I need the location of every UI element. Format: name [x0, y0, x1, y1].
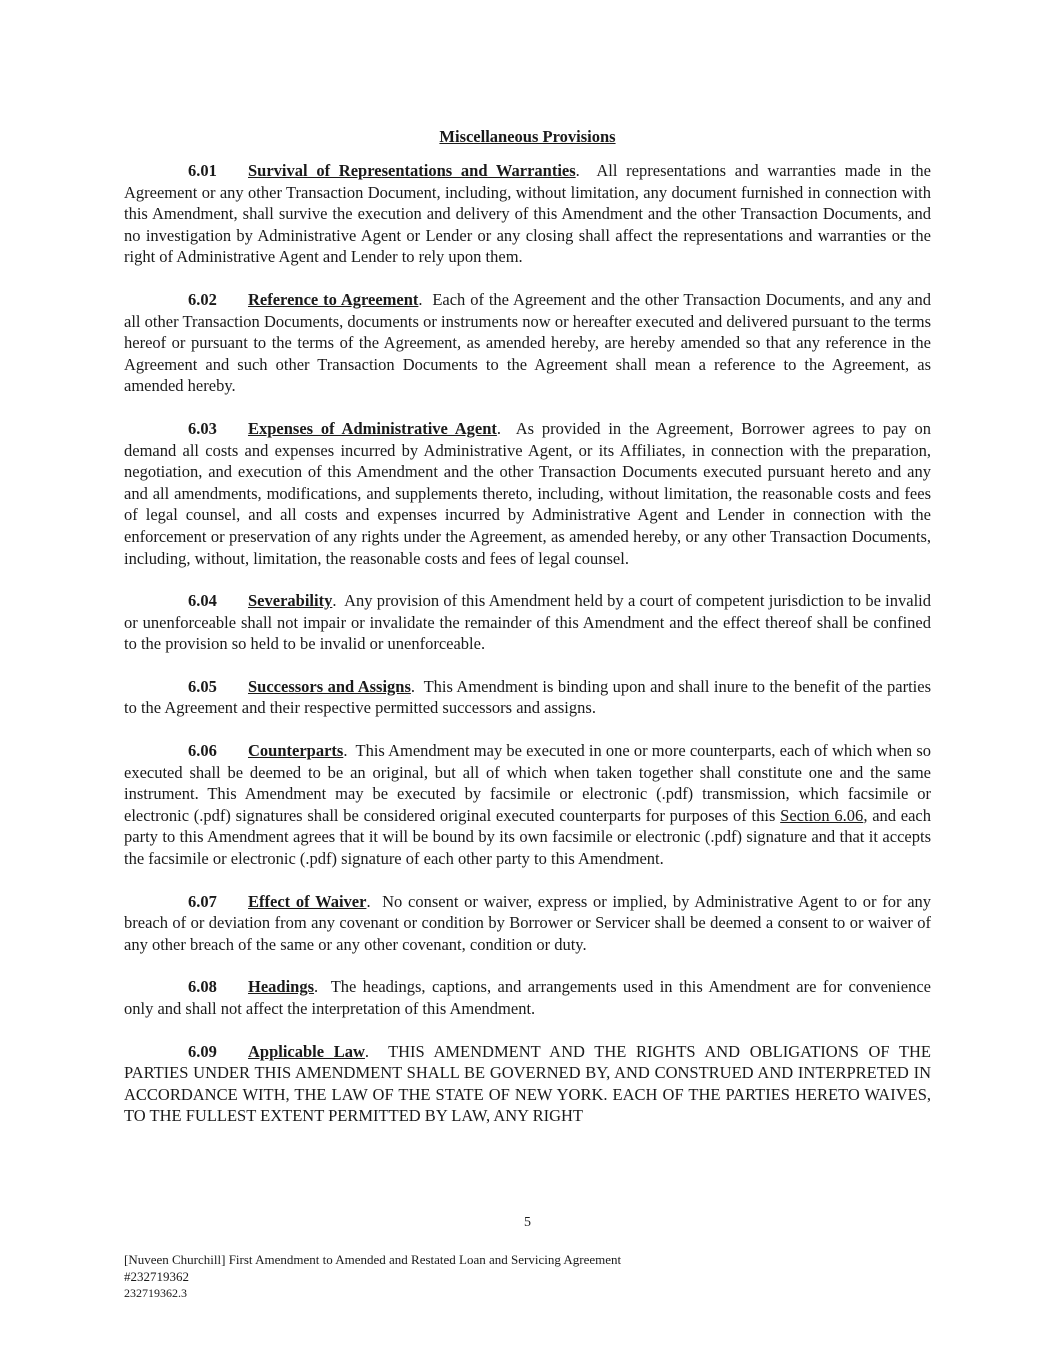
- section-text: This Amendment is binding upon and shall inure to the benefit of the parties to the Agreement and their respective permitted successors and assigns.: [124, 676, 931, 718]
- section-title: Headings: [248, 977, 315, 997]
- section-number: 6.05: [188, 676, 217, 696]
- footer-document-version: 232719362.3: [124, 1286, 187, 1300]
- section-text: This Amendment may be executed in one or more counterparts, each of which when so executed shall be deemed to be an original, but all of which when taken together shall constitute one and the same instrument. This Amendment may be executed by facsimile or electronic (.pdf) transmission, which facsimile or electronic (.pdf) signatures shall be considered original executed counterparts for purposes of this: [124, 741, 932, 825]
- section-number: 6.06: [188, 741, 217, 761]
- section-6-01: 6.01 Survival of Representations and Warranties. All representations and warranties made in the Agreement or any other Transaction Document, including, without limitation, any document furnished in connection with this Amendment, shall survive the execution and delivery of this Amendment and the other Transaction Documents, and no investigation by Administrative Agent or Lender or any closing shall affect the representations and warranties or the right of Administrative Agent and Lender to rely upon them.: [124, 161, 931, 267]
- section-number: 6.01: [188, 161, 217, 180]
- section-number: 6.02: [188, 289, 217, 309]
- section-number: 6.08: [188, 977, 217, 997]
- section-title: Counterparts: [248, 741, 344, 761]
- section-heading: Miscellaneous Provisions: [439, 127, 616, 146]
- section-6-04: 6.04 Severability. Any provision of this Amendment held by a court of competent jurisdiction to be invalid or unenforceable shall not impair or invalidate the remainder of this Amendment and the effect thereof shall be confined to the provision so held to be invalid or unenforceable.: [124, 591, 931, 654]
- page-number: 5: [524, 1215, 531, 1230]
- section-6-02: 6.02 Reference to Agreement. Each of the Agreement and the other Transaction Documents, and any and all other Transaction Documents, documents or instruments now or hereafter executed and delivered pursuant to the terms hereof or pursuant to the terms of the Agreement, as amended hereby, are hereby amended so that any reference in the Agreement and such other Transaction Documents to the Agreement shall mean a reference to the Agreement, as amended hereby.: [124, 289, 931, 396]
- section-title: Successors and Assigns: [248, 676, 411, 696]
- section-title: Effect of Waiver: [248, 891, 367, 911]
- section-title: Survival of Representations and Warranties: [248, 161, 576, 180]
- section-6-03: 6.03 Expenses of Administrative Agent. As provided in the Agreement, Borrower agrees to pay on demand all costs and expenses incurred by Administrative Agent, or its Affiliates, in connection with the preparation, negotiation, and execution of this Amendment and the other Transaction Documents executed pursuant hereto and any and all amendments, modifications, and supplements thereto, including, without limitation, the reasonable costs and fees of legal counsel, and all costs and expenses incurred by Administrative Agent and Lender in connection with the enforcement or preservation of any rights under the Agreement, as amended hereby, or any other Transaction Documents, including, without, limitation, the reasonable costs and fees of legal counsel.: [124, 418, 931, 568]
- section-text: No consent or waiver, express or implied, by Administrative Agent to or for any breach of or deviation from any covenant or condition by Borrower or Servicer shall be deemed a consent to or waiver of any other breach of the same or any other covenant, condition or duty.: [124, 891, 932, 954]
- section-title: Reference to Agreement: [248, 289, 419, 309]
- section-6-08: 6.08 Headings. The headings, captions, and arrangements used in this Amendment are for convenience only and shall not affect the interpretation of this Amendment.: [124, 977, 931, 1018]
- section-text: Any provision of this Amendment held by a court of competent jurisdiction to be invalid or unenforceable shall not impair or invalidate the remainder of this Amendment and the effect thereof shall be confined to the provision so held to be invalid or unenforceable.: [124, 591, 931, 654]
- section-6-07: 6.07 Effect of Waiver. No consent or waiver, express or implied, by Administrative Agent to or for any breach of or deviation from any covenant or condition by Borrower or Servicer shall be deemed a consent to or waiver of any other breach of the same or any other covenant, condition or duty.: [124, 891, 932, 954]
- section-reference: Section 6.06: [780, 805, 864, 825]
- section-6-06: 6.06 Counterparts. This Amendment may be executed in one or more counterparts, each of which when so executed shall be deemed to be an original, but all of which when taken together shall constitute one and the same instrument. This Amendment may be executed by facsimile or electronic (.pdf) transmission, which facsimile or electronic (.pdf) signatures shall be considered original executed counterparts for purposes of this Section 6.06, and each party to this Amendment agrees that it will be bound by its own facsimile or electronic (.pdf) signature and that it accepts the facsimile or electronic (.pdf) signature of each other party to this Amendment.: [124, 741, 932, 869]
- section-text: As provided in the Agreement, Borrower agrees to pay on demand all costs and expenses incurred by Administrative Agent, or its Affiliates, in connection with the preparation, negotiation, and execution of this Amendment and the other Transaction Documents executed pursuant hereto and any and all amendments, modifications, and supplements thereto, including, without limitation, the reasonable costs and fees of legal counsel, and all costs and expenses incurred by Administrative Agent and Lender in connection with the enforcement or preservation of any rights under the Agreement, as amended hereby, or any other Transaction Documents, including, without, limitation, the reasonable costs and fees of legal counsel.: [124, 418, 931, 568]
- section-number: 6.03: [188, 418, 217, 438]
- document-page: [124, 120, 931, 1148]
- section-text: , and each party to this Amendment agrees that it will be bound by its own facsimile or electronic (.pdf) signature and that it accepts the facsimile or electronic (.pdf) signature of each other party to this Amendment.: [124, 805, 932, 869]
- section-6-09: 6.09 Applicable Law. THIS AMENDMENT AND THE RIGHTS AND OBLIGATIONS OF THE PARTIES UNDER THIS AMENDMENT SHALL BE GOVERNED BY, AND CONSTRUED AND INTERPRETED IN ACCORDANCE WITH, THE LAW OF THE STATE OF NEW YORK. EACH OF THE PARTIES HERETO WAIVES, TO THE FULLEST EXTENT PERMITTED BY LAW, ANY RIGHT: [124, 1041, 931, 1126]
- section-number: 6.04: [188, 591, 217, 611]
- section-number: 6.09: [188, 1041, 217, 1061]
- section-text: The headings, captions, and arrangements used in this Amendment are for convenience only and shall not affect the interpretation of this Amendment.: [124, 977, 931, 1018]
- section-title: Expenses of Administrative Agent: [248, 418, 497, 438]
- section-number: 6.07: [188, 891, 217, 911]
- section-title: Severability: [248, 591, 333, 611]
- section-text: All representations and warranties made in the Agreement or any other Transaction Document, including, without limitation, any document furnished in connection with this Amendment, shall survive the execution and delivery of this Amendment and the other Transaction Documents, and no investigation by Administrative Agent or Lender or any closing shall affect the representations and warranties or the right of Administrative Agent and Lender to rely upon them.: [124, 161, 931, 267]
- footer-document-id: #232719362: [124, 1269, 189, 1284]
- section-title: Applicable Law: [248, 1041, 365, 1061]
- section-6-05: 6.05 Successors and Assigns. This Amendment is binding upon and shall inure to the benefit of the parties to the Agreement and their respective permitted successors and assigns.: [124, 676, 931, 718]
- document-footer: [124, 1251, 621, 1302]
- section-text: Each of the Agreement and the other Transaction Documents, and any and all other Transaction Documents, documents or instruments now or hereafter executed and delivered pursuant to the terms hereof or pursuant to the terms of the Agreement, as amended hereby, are hereby amended so that any reference in the Agreement and such other Transaction Documents to the Agreement shall mean a reference to the Agreement, as amended hereby.: [124, 289, 931, 396]
- section-text: THIS AMENDMENT AND THE RIGHTS AND OBLIGATIONS OF THE PARTIES UNDER THIS AMENDMENT SHALL BE GOVERNED BY, AND CONSTRUED AND INTERPRETED IN ACCORDANCE WITH, THE LAW OF THE STATE OF NEW YORK. EACH OF THE PARTIES HERETO WAIVES, TO THE FULLEST EXTENT PERMITTED BY LAW, ANY RIGHT: [124, 1041, 931, 1126]
- footer-document-title: [Nuveen Churchill] First Amendment to Amended and Restated Loan and Servicing Agreement: [124, 1252, 622, 1267]
